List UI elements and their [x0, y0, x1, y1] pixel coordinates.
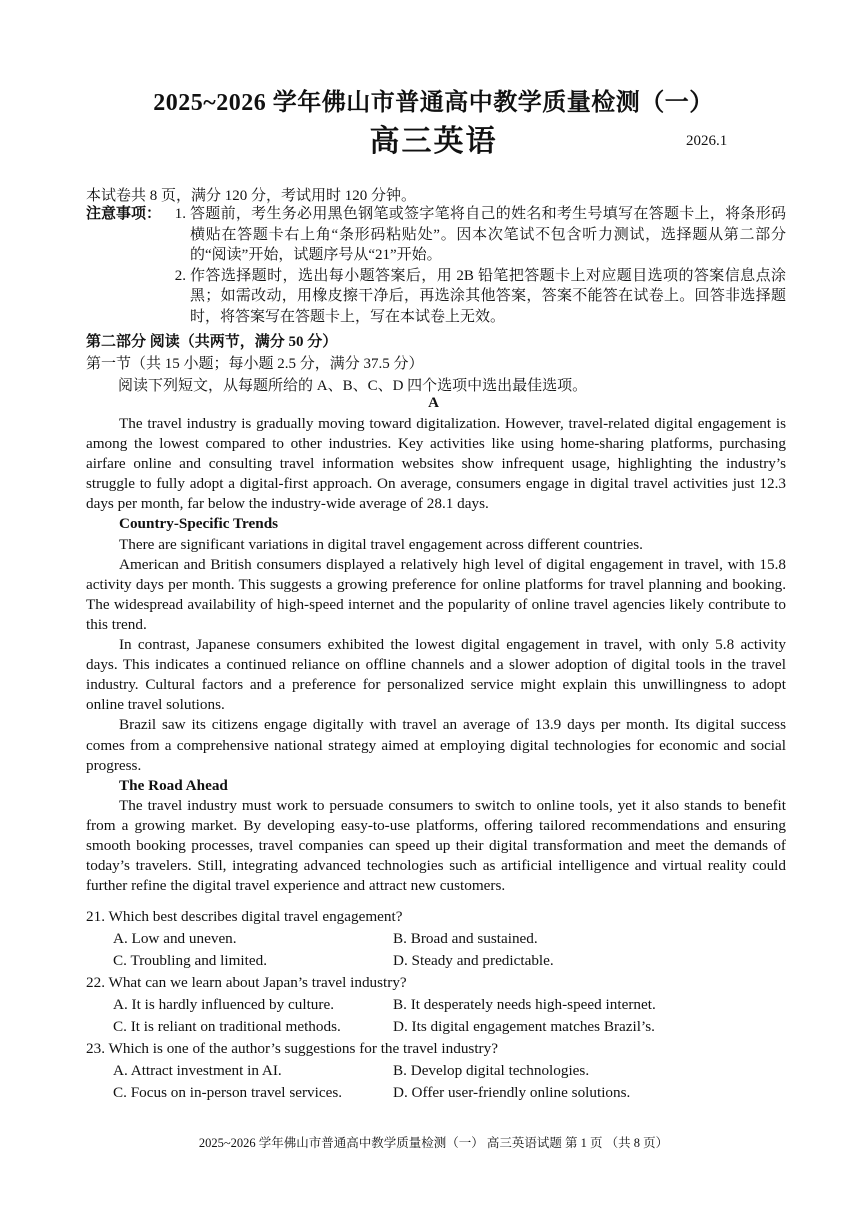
reading-passage	[86, 414, 786, 896]
question-list	[86, 906, 786, 1104]
notice-number: 1.	[174, 206, 186, 222]
option-d: D. Its digital engagement matches Brazil’s.	[393, 1018, 655, 1035]
question-stem: 21. Which best describes digital travel engagement?	[86, 908, 403, 925]
passage-paragraph: The travel industry is gradually moving toward digitalization. However, travel-related digital engagement is among the lowest compared to other industries. Key activities like using home-sharing platforms, purchasing airfare online and consulting travel information websites show infrequent usage, highlighting the industry’s struggle to fully adopt a digital-first approach. On average, consumers engage in digital travel activities just 12.3 days per month, far below the industry-wide average of 28.1 days.	[86, 415, 786, 513]
notice-label: 注意事项：	[86, 206, 162, 222]
passage-paragraph: Brazil saw its citizens engage digitally with travel an average of 13.9 days per month. Its digital success comes from a comprehensive national strategy aimed at employing digital technologies for economic and social progress.	[86, 716, 786, 774]
notice-text: 答题前，考生务必用黑色钢笔或签字笔将自己的姓名和考生号填写在答题卡上，将条形码横贴在答题卡右上角“条形码粘贴处”。因本次笔试不包含听力测试，选择题从第二部分的“阅读”开始，试题序号从“21”开始。	[190, 206, 786, 263]
option-a: A. Low and uneven.	[113, 930, 237, 947]
notice-number: 2.	[174, 267, 186, 284]
notice-item	[86, 204, 786, 266]
notice-block	[86, 204, 786, 327]
option-b: B. It desperately needs high-speed internet.	[393, 996, 656, 1013]
passage-subheading: The Road Ahead	[119, 776, 228, 794]
question-item	[86, 906, 786, 972]
option-a: A. Attract investment in AI.	[113, 1062, 282, 1079]
exam-date: 2026.1	[686, 133, 728, 149]
notice-text: 作答选择题时，选出每小题答案后，用 2B 铅笔把答题卡上对应题目选项的答案信息点涂黑；如需改动，用橡皮擦干净后，再选涂其他答案，答案不能答在试卷上。回答非选择题时，将答案写在答题卡上，写在本试卷上无效。	[190, 267, 786, 325]
section-subheading: 第一节（共 15 小题；每小题 2.5 分，满分 37.5 分）	[86, 356, 424, 372]
option-b: B. Develop digital technologies.	[393, 1062, 590, 1079]
notice-label-spacer	[86, 266, 166, 328]
passage-letter: A	[428, 395, 439, 411]
option-c: C. It is reliant on traditional methods.	[113, 1018, 341, 1035]
question-item	[86, 972, 786, 1038]
option-d: D. Offer user-friendly online solutions.	[393, 1084, 631, 1101]
option-d: D. Steady and predictable.	[393, 952, 554, 969]
passage-paragraph: American and British consumers displayed a relatively high level of digital engagement in travel, with 15.8 activity days per month. This suggests a growing preference for online platforms for travel planning and booking. The widespread availability of high-speed internet and the popularity of online travel agencies likely contribute to this trend.	[86, 555, 786, 633]
option-c: C. Troubling and limited.	[113, 952, 268, 969]
question-stem: 22. What can we learn about Japan’s travel industry?	[86, 974, 407, 991]
notice-item	[86, 266, 786, 328]
option-a: A. It is hardly influenced by culture.	[113, 996, 334, 1013]
passage-paragraph: The travel industry must work to persuade consumers to switch to online tools, yet it also stands to benefit from a growing market. By developing easy-to-use platforms, offering tailored recommendations and ensuring smooth booking processes, travel companies can speed up their digital transformation and meet the demands of today’s travelers. Still, integrating advanced technologies such as artificial intelligence and virtual reality could further refine the digital travel experience and attract new customers.	[86, 796, 786, 895]
question-item	[86, 1038, 786, 1104]
option-c: C. Focus on in-person travel services.	[113, 1084, 343, 1101]
section-direction: 阅读下列短文，从每题所给的 A、B、C、D 四个选项中选出最佳选项。	[118, 378, 588, 394]
exam-title: 2025~2026 学年佛山市普通高中教学质量检测（一）	[153, 90, 714, 116]
passage-subheading: Country-Specific Trends	[119, 515, 279, 533]
passage-paragraph: There are significant variations in digital travel engagement across different countries.	[119, 535, 643, 553]
page-footer: 2025~2026 学年佛山市普通高中教学质量检测（一） 高三英语试题 第 1 页 （共 8 页）	[198, 1136, 669, 1150]
question-stem: 23. Which is one of the author’s suggestions for the travel industry?	[86, 1040, 498, 1057]
option-b: B. Broad and sustained.	[393, 930, 538, 947]
subject-title: 高三英语	[369, 125, 498, 158]
passage-paragraph: In contrast, Japanese consumers exhibited the lowest digital engagement in travel, with only 5.8 activity days. This indicates a continued reliance on offline channels and a slower adoption of digital tools in the travel industry. Cultural factors and a preference for personalized service might explain this unwillingness to adopt online travel solutions.	[86, 636, 786, 714]
exam-intro: 本试卷共 8 页，满分 120 分，考试用时 120 分钟。	[86, 188, 417, 204]
section-heading: 第二部分 阅读（共两节，满分 50 分）	[86, 334, 338, 350]
